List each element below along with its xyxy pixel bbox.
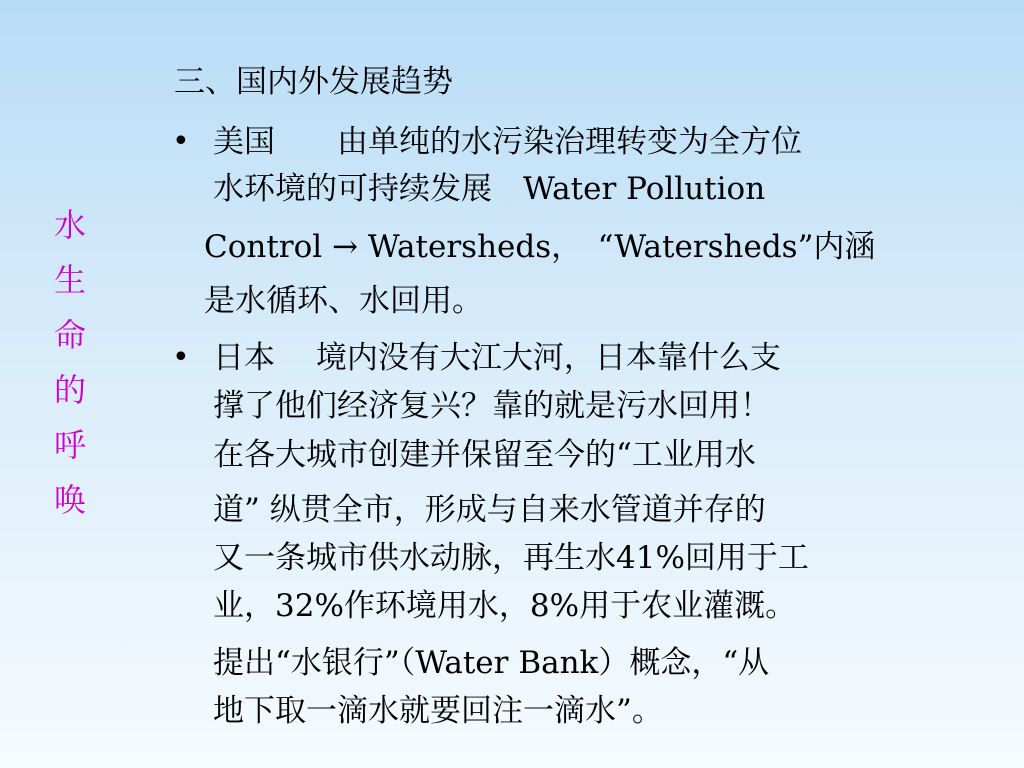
japan-line-5: 又一条城市供水动脉，再生水41%回用于工 (213, 540, 809, 576)
usa-line-1: 美国 由单纯的水污染治理转变为全方位 (213, 124, 802, 160)
side-title-char: 命 (53, 316, 86, 354)
usa-line-3: Control → Watersheds， “Watersheds”内涵 (204, 229, 876, 265)
bullet-japan: • (172, 340, 190, 375)
japan-line-8: 地下取一滴水就要回注一滴水”。 (213, 693, 663, 729)
usa-line-4: 是水循环、水回用。 (204, 283, 483, 319)
japan-line-7: 提出“水银行”（Water Bank）概念，“从 (213, 645, 770, 681)
usa-line-2: 水环境的可持续发展 Water Pollution (213, 171, 766, 207)
side-title (48, 198, 92, 528)
side-title-char: 唤 (53, 481, 86, 519)
japan-line-1: 日本 境内没有大江大河，日本靠什么支 (213, 340, 781, 376)
side-title-char: 呼 (53, 426, 86, 464)
japan-line-2: 撑了他们经济复兴？靠的就是污水回用！ (213, 388, 771, 424)
side-title-char: 的 (53, 371, 86, 409)
side-title-char: 水 (53, 206, 86, 244)
japan-line-4: 道” 纵贯全市，形成与自来水管道并存的 (213, 492, 766, 528)
japan-line-6: 业，32%作环境用水，8%用于农业灌溉。 (213, 588, 797, 624)
japan-line-3: 在各大城市创建并保留至今的“工业用水 (213, 437, 756, 473)
bullet-usa: • (172, 124, 190, 159)
section-heading: 三、国内外发展趋势 (174, 64, 453, 100)
side-title-char: 生 (53, 261, 86, 299)
